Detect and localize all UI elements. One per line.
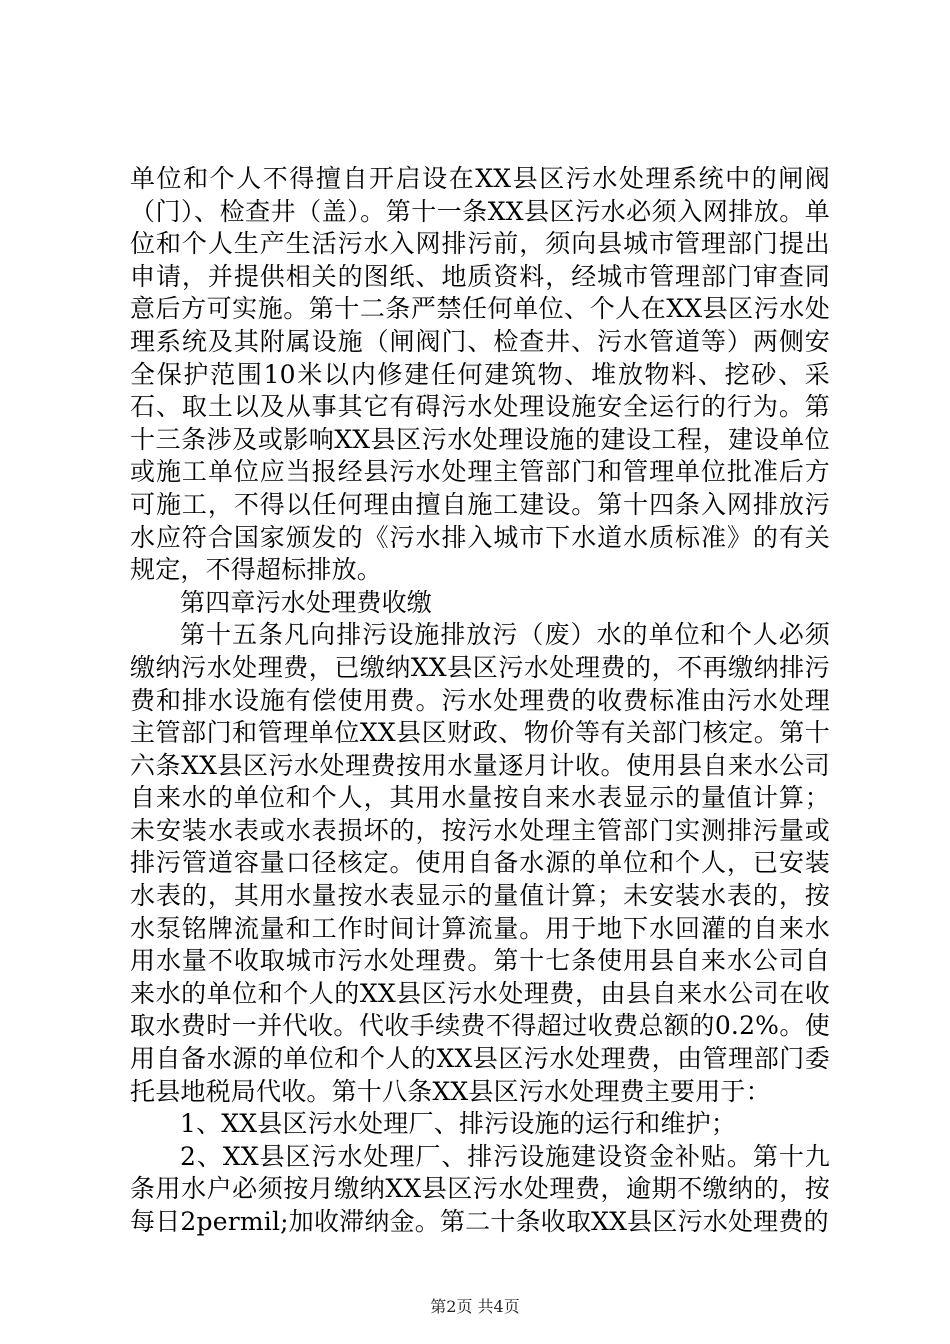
list-item-operation: 1、XX县区污水处理厂、排污设施的运行和维护； <box>180 1109 737 1139</box>
chapter-heading: 第四章污水处理费收缴 <box>180 587 433 617</box>
page-number: 第2页 共4页 <box>430 1297 520 1316</box>
list-item-subsidy: 2、XX县区污水处理厂、排污设施建设资金补贴。第十九条用水户必须按月缴纳XX县区污水处理费，逾期不缴纳的，按每日2permil;加收滞纳金。第二十条收取XX县区污水处理费的 <box>130 1141 830 1236</box>
paragraph-fee-collection: 第十五条凡向排污设施排放污（废）水的单位和个人必须缴纳污水处理费，已缴纳XX县区污水处理费的，不再缴纳排污费和排水设施有偿使用费。污水处理费的收费标准由污水处理主管部门和管理单位XX县区财政、物价等有关部门核定。第十六条XX县区污水处理费按用水量逐月计收。使用县自来水公司自来水的单位和个人，其用水量按自来水表显示的量值计算；未安装水表或水表损坏的，按污水处理主管部门实测排污量或排污管道容量口径核定。使用自备水源的单位和个人，已安装水表的，其用水量按水表显示的量值计算；未安装水表的，按水泵铭牌流量和工作时间计算流量。用于地下水回灌的自来水用水量不收取城市污水处理费。第十七条使用县自来水公司自来水的单位和个人的XX县区污水处理费，由县自来水公司在收取水费时一并代收。代收手续费不得超过收费总额的0.2%。使用自备水源的单位和个人的XX县区污水处理费，由管理部门委托县地税局代收。第十八条XX县区污水处理费主要用于： <box>130 620 830 1106</box>
page-footer <box>0 1294 950 1317</box>
document-body <box>130 163 830 1239</box>
paragraph-regulations-continued: 单位和个人不得擅自开启设在XX县区污水处理系统中的闸阀（门）、检查井（盖）。第十一条XX县区污水必须入网排放。单位和个人生产生活污水入网排污前，须向县城市管理部门提出申请，并提供相关的图纸、地质资料，经城市管理部门审查同意后方可实施。第十二条严禁任何单位、个人在XX县区污水处理系统及其附属设施（闸阀门、检查井、污水管道等）两侧安全保护范围10米以内修建任何建筑物、堆放物料、挖砂、采石、取土以及从事其它有碍污水处理设施安全运行的行为。第十三条涉及或影响XX县区污水处理设施的建设工程，建设单位或施工单位应当报经县污水处理主管部门和管理单位批准后方可施工，不得以任何理由擅自施工建设。第十四条入网排放污水应符合国家颁发的《污水排入城市下水道水质标准》的有关规定，不得超标排放。 <box>130 164 830 585</box>
